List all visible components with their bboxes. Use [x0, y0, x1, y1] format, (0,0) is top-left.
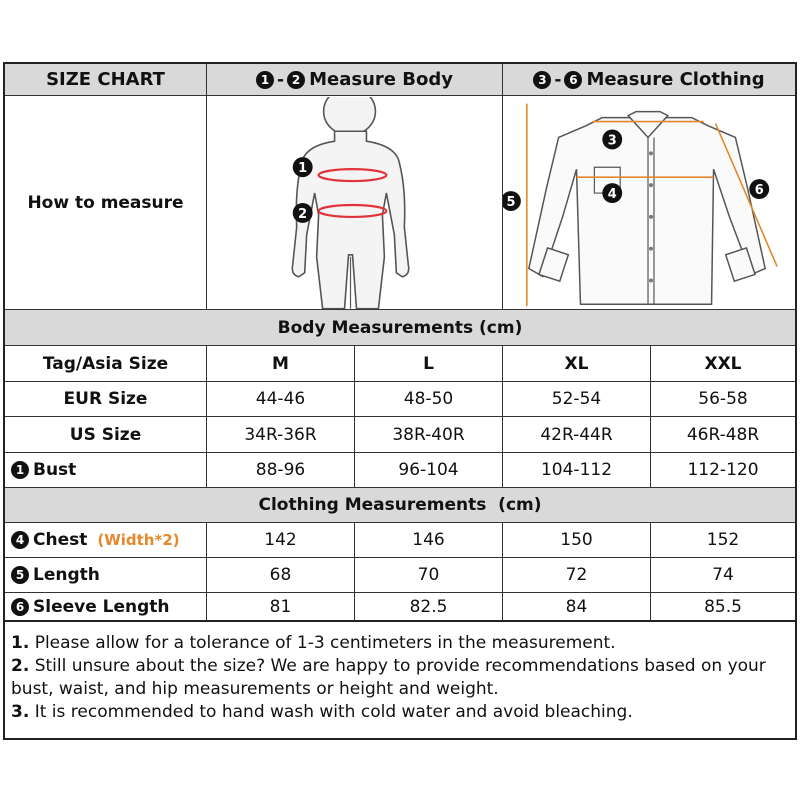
chest-xxl: 152: [706, 530, 740, 550]
us-size-xxl: 46R-48R: [686, 424, 760, 445]
bust-label-cell: [5, 453, 207, 487]
measure-clothing-header: 3 - 6 Measure Clothing: [503, 64, 795, 95]
length-xl: 72: [503, 558, 651, 592]
clothing-marker-6: [749, 179, 769, 199]
length-row: [5, 558, 795, 593]
chest-xl: 150: [503, 523, 651, 557]
care-notes: [5, 622, 795, 738]
size-chart-title-cell: [5, 64, 207, 95]
sleeve-length-xl: 84: [503, 593, 651, 620]
svg-text:3: 3: [607, 132, 617, 148]
svg-text:1: 1: [298, 160, 308, 176]
size-xxl: XXL: [704, 353, 742, 374]
marker-6-icon: 6: [11, 598, 29, 616]
chest-label-cell: [5, 523, 207, 557]
bust-label: Bust: [33, 460, 77, 480]
chest-m: 142: [207, 523, 355, 557]
bust-m: 88-96: [207, 453, 355, 487]
how-to-measure-row: [5, 96, 795, 310]
bust-xxl: 112-120: [687, 460, 759, 480]
tag-asia-size-label: Tag/Asia Size: [5, 346, 207, 381]
size-chart-title: SIZE CHART: [46, 69, 165, 90]
note-3: 3. It is recommended to hand wash with cold water and avoid bleaching.: [11, 702, 633, 722]
clothing-marker-3: [602, 129, 622, 149]
body-diagram-cell: [207, 96, 503, 309]
body-marker-2: [293, 203, 313, 223]
how-to-measure-label: How to measure: [5, 96, 207, 309]
body-measurements-title: Body Measurements (cm): [277, 317, 523, 338]
note-2: 2. Still unsure about the size? We are happy to provide recommendations based on your bust, waist, and hip measurements or height and weight.: [11, 656, 766, 699]
svg-text:4: 4: [607, 186, 617, 202]
sleeve-length-m: 81: [207, 593, 355, 620]
us-size-m: 34R-36R: [207, 417, 355, 452]
eur-size-l: 48-50: [355, 382, 503, 416]
measure-body-header: 1 - 2 Measure Body: [207, 64, 503, 95]
chart-header-row: [5, 64, 795, 96]
shirt-diagram: [503, 97, 795, 309]
measure-clothing-label: Measure Clothing: [586, 69, 765, 90]
chest-width-note: (Width*2): [97, 531, 180, 549]
svg-text:2: 2: [298, 206, 308, 222]
length-m: 68: [207, 558, 355, 592]
marker-5-icon: 5: [11, 566, 29, 584]
sleeve-length-row: [5, 593, 795, 622]
marker-3-icon: 3: [533, 71, 551, 89]
size-xl: XL: [503, 346, 651, 381]
eur-size-label: EUR Size: [5, 382, 207, 416]
length-l: 70: [355, 558, 503, 592]
marker-2-icon: 2: [287, 71, 305, 89]
clothing-measurements-title: Clothing Measurements (cm): [258, 495, 542, 515]
svg-text:6: 6: [754, 182, 764, 198]
eur-size-xxl: 56-58: [698, 389, 748, 409]
us-size-label: US Size: [5, 417, 207, 452]
clothing-marker-5: [503, 191, 521, 211]
body-measurements-title-row: [5, 310, 795, 346]
marker-4-icon: 4: [11, 531, 29, 549]
bust-l: 96-104: [355, 453, 503, 487]
chest-label: Chest: [33, 530, 88, 550]
marker-1-icon: 1: [256, 71, 274, 89]
length-xxl: 74: [712, 565, 734, 585]
eur-size-m: 44-46: [207, 382, 355, 416]
measure-body-label: Measure Body: [309, 69, 453, 90]
marker-1-icon: 1: [11, 461, 29, 479]
eur-size-row: [5, 382, 795, 417]
size-header-row: [5, 346, 795, 382]
eur-size-xl: 52-54: [503, 382, 651, 416]
size-chart-table: [3, 62, 797, 740]
note-1: 1. Please allow for a tolerance of 1-3 centimeters in the measurement.: [11, 633, 616, 653]
svg-text:5: 5: [506, 194, 516, 210]
us-size-l: 38R-40R: [355, 417, 503, 452]
clothing-measurements-title-row: [5, 488, 795, 523]
chest-row: [5, 523, 795, 558]
marker-6-icon: 6: [564, 71, 582, 89]
length-label-cell: [5, 558, 207, 592]
us-size-xl: 42R-44R: [503, 417, 651, 452]
size-m: M: [207, 346, 355, 381]
bust-xl: 104-112: [503, 453, 651, 487]
body-marker-1: [293, 157, 313, 177]
bust-row: [5, 453, 795, 488]
sleeve-length-label-cell: [5, 593, 207, 620]
size-l: L: [355, 346, 503, 381]
us-size-row: [5, 417, 795, 453]
sleeve-length-label: Sleeve Length: [33, 596, 170, 617]
clothing-marker-4: [602, 183, 622, 203]
length-label: Length: [33, 565, 100, 585]
body-figure-diagram: [207, 97, 502, 309]
clothing-diagram-cell: [503, 96, 795, 309]
sleeve-length-l: 82.5: [355, 593, 503, 620]
chest-l: 146: [355, 523, 503, 557]
sleeve-length-xxl: 85.5: [704, 596, 742, 617]
